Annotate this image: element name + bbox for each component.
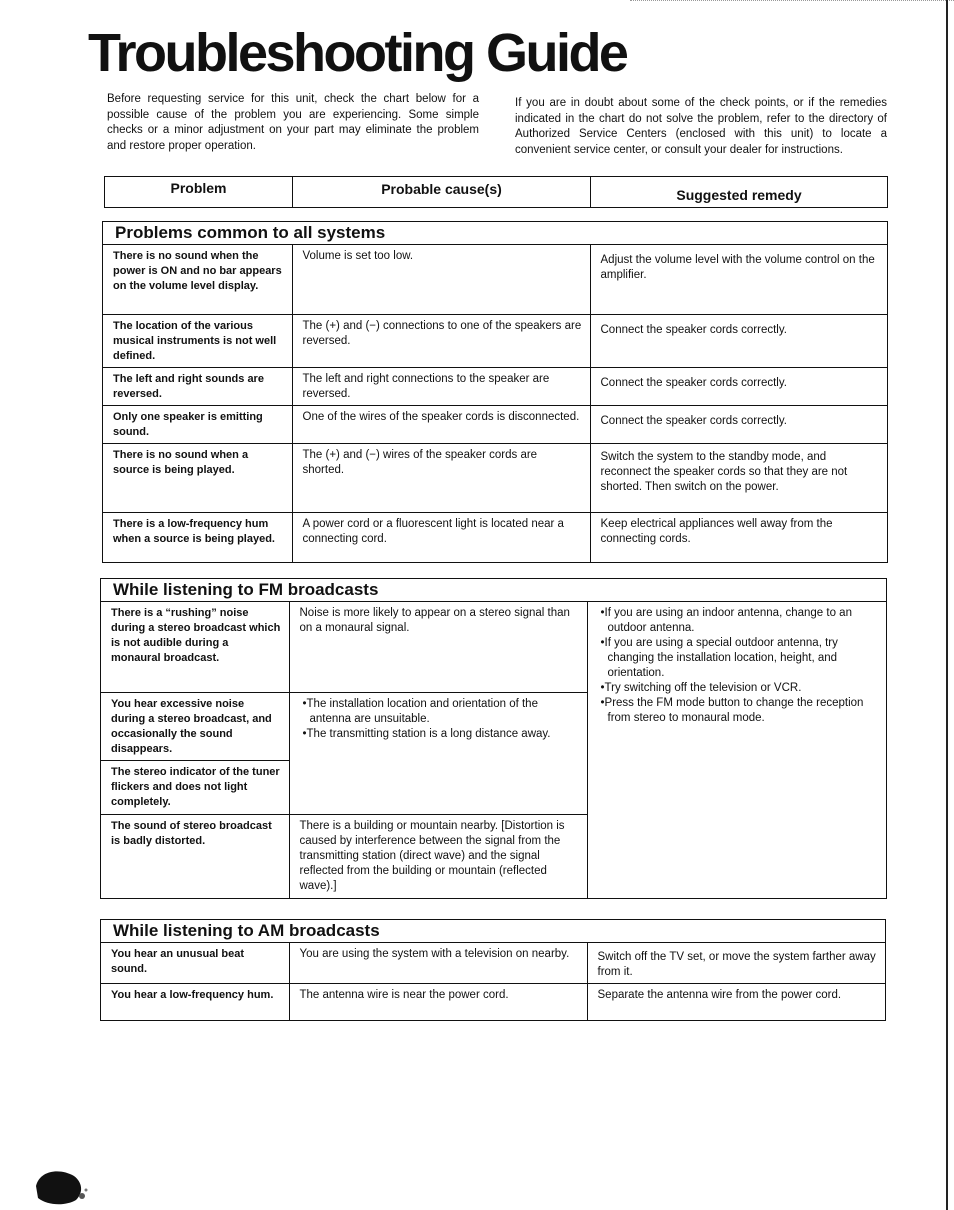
remedy-bullet: •Try switching off the television or VCR. — [600, 682, 802, 694]
problem-cell: You hear excessive noise during a stereo broadcast, and occasionally the sound disappears. — [101, 692, 289, 760]
section-fm-broadcasts — [100, 578, 887, 899]
remedy-cell: Switch the system to the standby mode, and reconnect the speaker cords so that they are not shorted. Then switch on the power. — [590, 443, 887, 512]
cause-bullet: •The installation location and orientation of the antenna are unsuitable. — [302, 697, 538, 725]
remedy-bullet: •If you are using a special outdoor antenna, try changing the installation location, height, and orientation. — [600, 637, 838, 679]
problem-cell: There is a “rushing” noise during a stereo broadcast which is not audible during a monaural broadcast. — [101, 602, 289, 692]
table-row — [103, 405, 887, 443]
problem-cell: The sound of stereo broadcast is badly distorted. — [101, 814, 289, 898]
table-row — [101, 943, 885, 984]
intro-right-paragraph: If you are in doubt about some of the check points, or if the remedies indicated in the chart do not solve the problem, refer to the directory of Authorized Service Centers (enclosed with this unit) to locate a convenient service center, or consult your dealer for instructions. — [515, 97, 887, 156]
common-problems-table — [103, 245, 887, 562]
problem-cell: The left and right sounds are reversed. — [103, 367, 292, 405]
remedy-cell: Keep electrical appliances well away from the connecting cords. — [590, 512, 887, 562]
problem-cell: Only one speaker is emitting sound. — [103, 405, 292, 443]
table-row — [103, 367, 887, 405]
cause-cell: The (+) and (−) connections to one of the speakers are reversed. — [292, 314, 590, 367]
remedy-cell: Switch off the TV set, or move the system farther away from it. — [597, 951, 876, 978]
cause-cell: One of the wires of the speaker cords is disconnected. — [292, 405, 590, 443]
remedy-cell: Connect the speaker cords correctly. — [590, 367, 887, 405]
table-row — [101, 984, 885, 1020]
header-cause: Probable cause(s) — [293, 177, 591, 207]
column-header-row — [104, 176, 888, 208]
scan-edge-top — [630, 0, 954, 3]
remedy-cell: Connect the speaker cords correctly. — [590, 314, 887, 367]
cause-cell: The left and right connections to the speaker are reversed. — [292, 367, 590, 405]
remedy-bullet: •Press the FM mode button to change the reception from stereo to monaural mode. — [600, 697, 864, 724]
cause-cell: You are using the system with a television on nearby. — [289, 943, 587, 984]
fm-problems-table — [101, 602, 886, 898]
section-title: Problems common to all systems — [103, 221, 887, 245]
cause-cell: Noise is more likely to appear on a stereo signal than on a monaural signal. — [289, 602, 587, 692]
problem-cell: There is no sound when a source is being played. — [103, 443, 292, 512]
scan-smudge-mark — [30, 1166, 90, 1206]
section-title: While listening to FM broadcasts — [101, 578, 886, 602]
am-problems-table — [101, 943, 885, 1020]
table-row — [103, 314, 887, 367]
problem-cell: The stereo indicator of the tuner flickers and does not light completely. — [101, 760, 289, 814]
section-common-problems — [102, 221, 888, 563]
remedy-bullet: •If you are using an indoor antenna, change to an outdoor antenna. — [600, 607, 852, 634]
remedy-cell: Adjust the volume level with the volume control on the amplifier. — [600, 254, 875, 281]
remedy-cell: Connect the speaker cords correctly. — [590, 405, 887, 443]
header-problem: Problem — [105, 177, 293, 207]
intro-left-paragraph: Before requesting service for this unit, check the chart below for a possible cause of the problem you are experiencing. Some simple checks or a minor adjustment on your part may eliminate the problem and restore proper operation. — [107, 93, 479, 152]
cause-cell: Volume is set too low. — [292, 245, 590, 314]
cause-cell: A power cord or a fluorescent light is located near a connecting cord. — [292, 512, 590, 562]
cause-bullet: •The transmitting station is a long distance away. — [302, 727, 551, 740]
remedy-cell: Separate the antenna wire from the power cord. — [587, 984, 885, 1020]
cause-cell: The antenna wire is near the power cord. — [289, 984, 587, 1020]
problem-cell: There is a low-frequency hum when a source is being played. — [103, 512, 292, 562]
table-row — [101, 602, 886, 692]
cause-cell — [289, 692, 587, 814]
table-row — [103, 443, 887, 512]
header-remedy: Suggested remedy — [676, 187, 802, 203]
cause-cell: There is a building or mountain nearby. [Distortion is caused by interference between the signal from the transmitting station (direct wave) and the signal reflected from the building or mountain (reflected wave).] — [289, 814, 587, 898]
cause-cell: The (+) and (−) wires of the speaker cords are shorted. — [292, 443, 590, 512]
table-row — [103, 245, 887, 314]
scan-edge-right — [946, 0, 948, 1210]
section-title: While listening to AM broadcasts — [101, 919, 885, 943]
table-row — [103, 512, 887, 562]
page-title: Troubleshooting Guide — [88, 23, 627, 83]
problem-cell: The location of the various musical instruments is not well defined. — [103, 314, 292, 367]
problem-cell: There is no sound when the power is ON and no bar appears on the volume level display. — [103, 245, 292, 314]
problem-cell: You hear a low-frequency hum. — [101, 984, 289, 1020]
fm-remedy-cell — [587, 602, 886, 898]
section-am-broadcasts — [100, 919, 886, 1021]
problem-cell: You hear an unusual beat sound. — [101, 943, 289, 984]
